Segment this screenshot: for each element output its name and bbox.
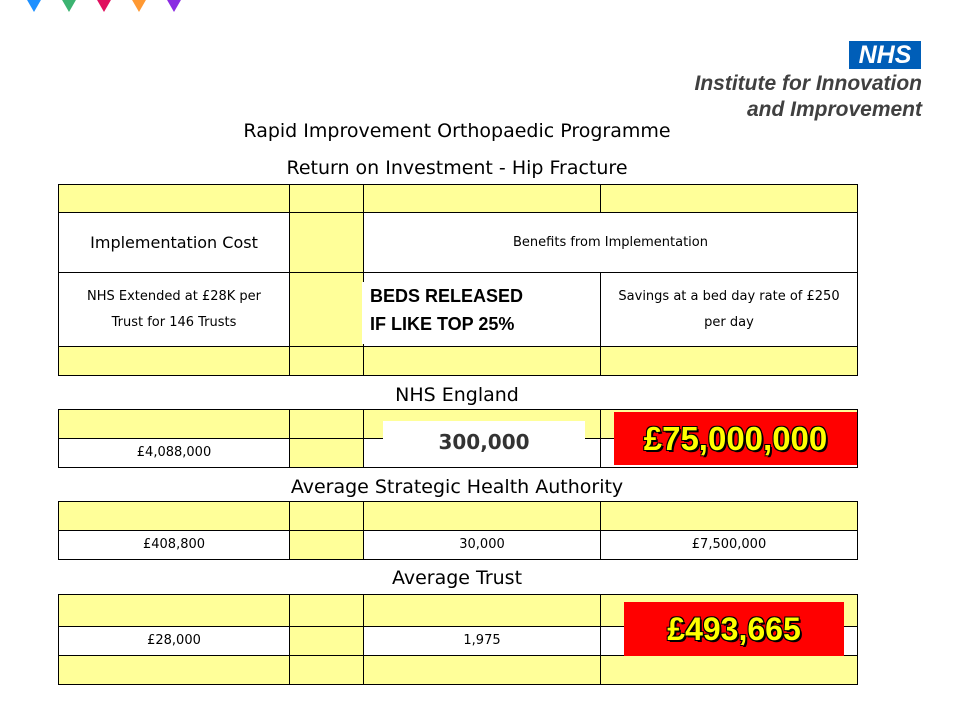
sha-savings-cell: £7,500,000	[600, 530, 858, 560]
trust-beds-cell: 1,975	[363, 626, 601, 656]
nhs-logo: NHS	[849, 41, 921, 69]
table-cell	[58, 409, 290, 439]
table-cell	[600, 501, 858, 531]
table-cell	[289, 409, 364, 439]
table-cell	[58, 501, 290, 531]
table-cell	[58, 655, 290, 685]
savings-rate-cell	[600, 272, 858, 347]
table-cell	[289, 438, 364, 468]
nhs-extended-line1: NHS Extended at £28K per	[86, 288, 262, 304]
nhs-extended-line2: Trust for 146 Trusts	[111, 314, 237, 330]
savings-rate-line2: per day	[704, 314, 754, 330]
sha-beds-cell: 30,000	[363, 530, 601, 560]
table-cell	[289, 184, 364, 213]
nhs-extended-cell	[58, 272, 290, 347]
benefits-header: Benefits from Implementation	[363, 212, 858, 273]
beds-released-label	[362, 282, 600, 344]
sha-title: Average Strategic Health Authority	[290, 476, 624, 498]
subtitle: Return on Investment - Hip Fracture	[286, 157, 628, 179]
beds-released-line2: IF LIKE TOP 25%	[370, 314, 515, 334]
table-cell	[363, 655, 601, 685]
table-cell	[58, 184, 290, 213]
table-cell	[289, 501, 364, 531]
table-cell	[600, 184, 858, 213]
institute-name-line1: Institute for Innovation	[694, 72, 922, 95]
table-cell	[363, 501, 601, 531]
table-cell	[58, 594, 290, 627]
table-cell	[289, 655, 364, 685]
trust-title: Average Trust	[391, 567, 523, 589]
beds-released-line1: BEDS RELEASED	[370, 286, 524, 306]
implementation-cost-header: Implementation Cost	[58, 212, 290, 273]
table-cell	[600, 655, 858, 685]
table-cell	[289, 594, 364, 627]
table-cell	[363, 184, 601, 213]
institute-name-line2: and Improvement	[746, 98, 922, 121]
table-cell	[289, 272, 364, 347]
england-cost-cell: £4,088,000	[58, 438, 290, 468]
trust-cost-cell: £28,000	[58, 626, 290, 656]
table-cell	[289, 530, 364, 560]
table-cell	[289, 626, 364, 656]
england-beds-value: 300,000	[383, 421, 585, 463]
table-cell	[363, 346, 601, 376]
savings-rate-line1: Savings at a bed day rate of £250	[618, 288, 840, 304]
england-savings-callout: £75,000,000	[614, 412, 857, 465]
decorative-hearts-icon	[14, 0, 194, 16]
table-cell	[289, 212, 364, 273]
england-title: NHS England	[395, 384, 519, 406]
sha-cost-cell: £408,800	[58, 530, 290, 560]
trust-savings-callout: £493,665	[624, 602, 844, 656]
table-cell	[363, 594, 601, 627]
main-title: Rapid Improvement Orthopaedic Programme	[243, 120, 671, 142]
table-cell	[289, 346, 364, 376]
table-cell	[58, 346, 290, 376]
table-cell	[600, 346, 858, 376]
